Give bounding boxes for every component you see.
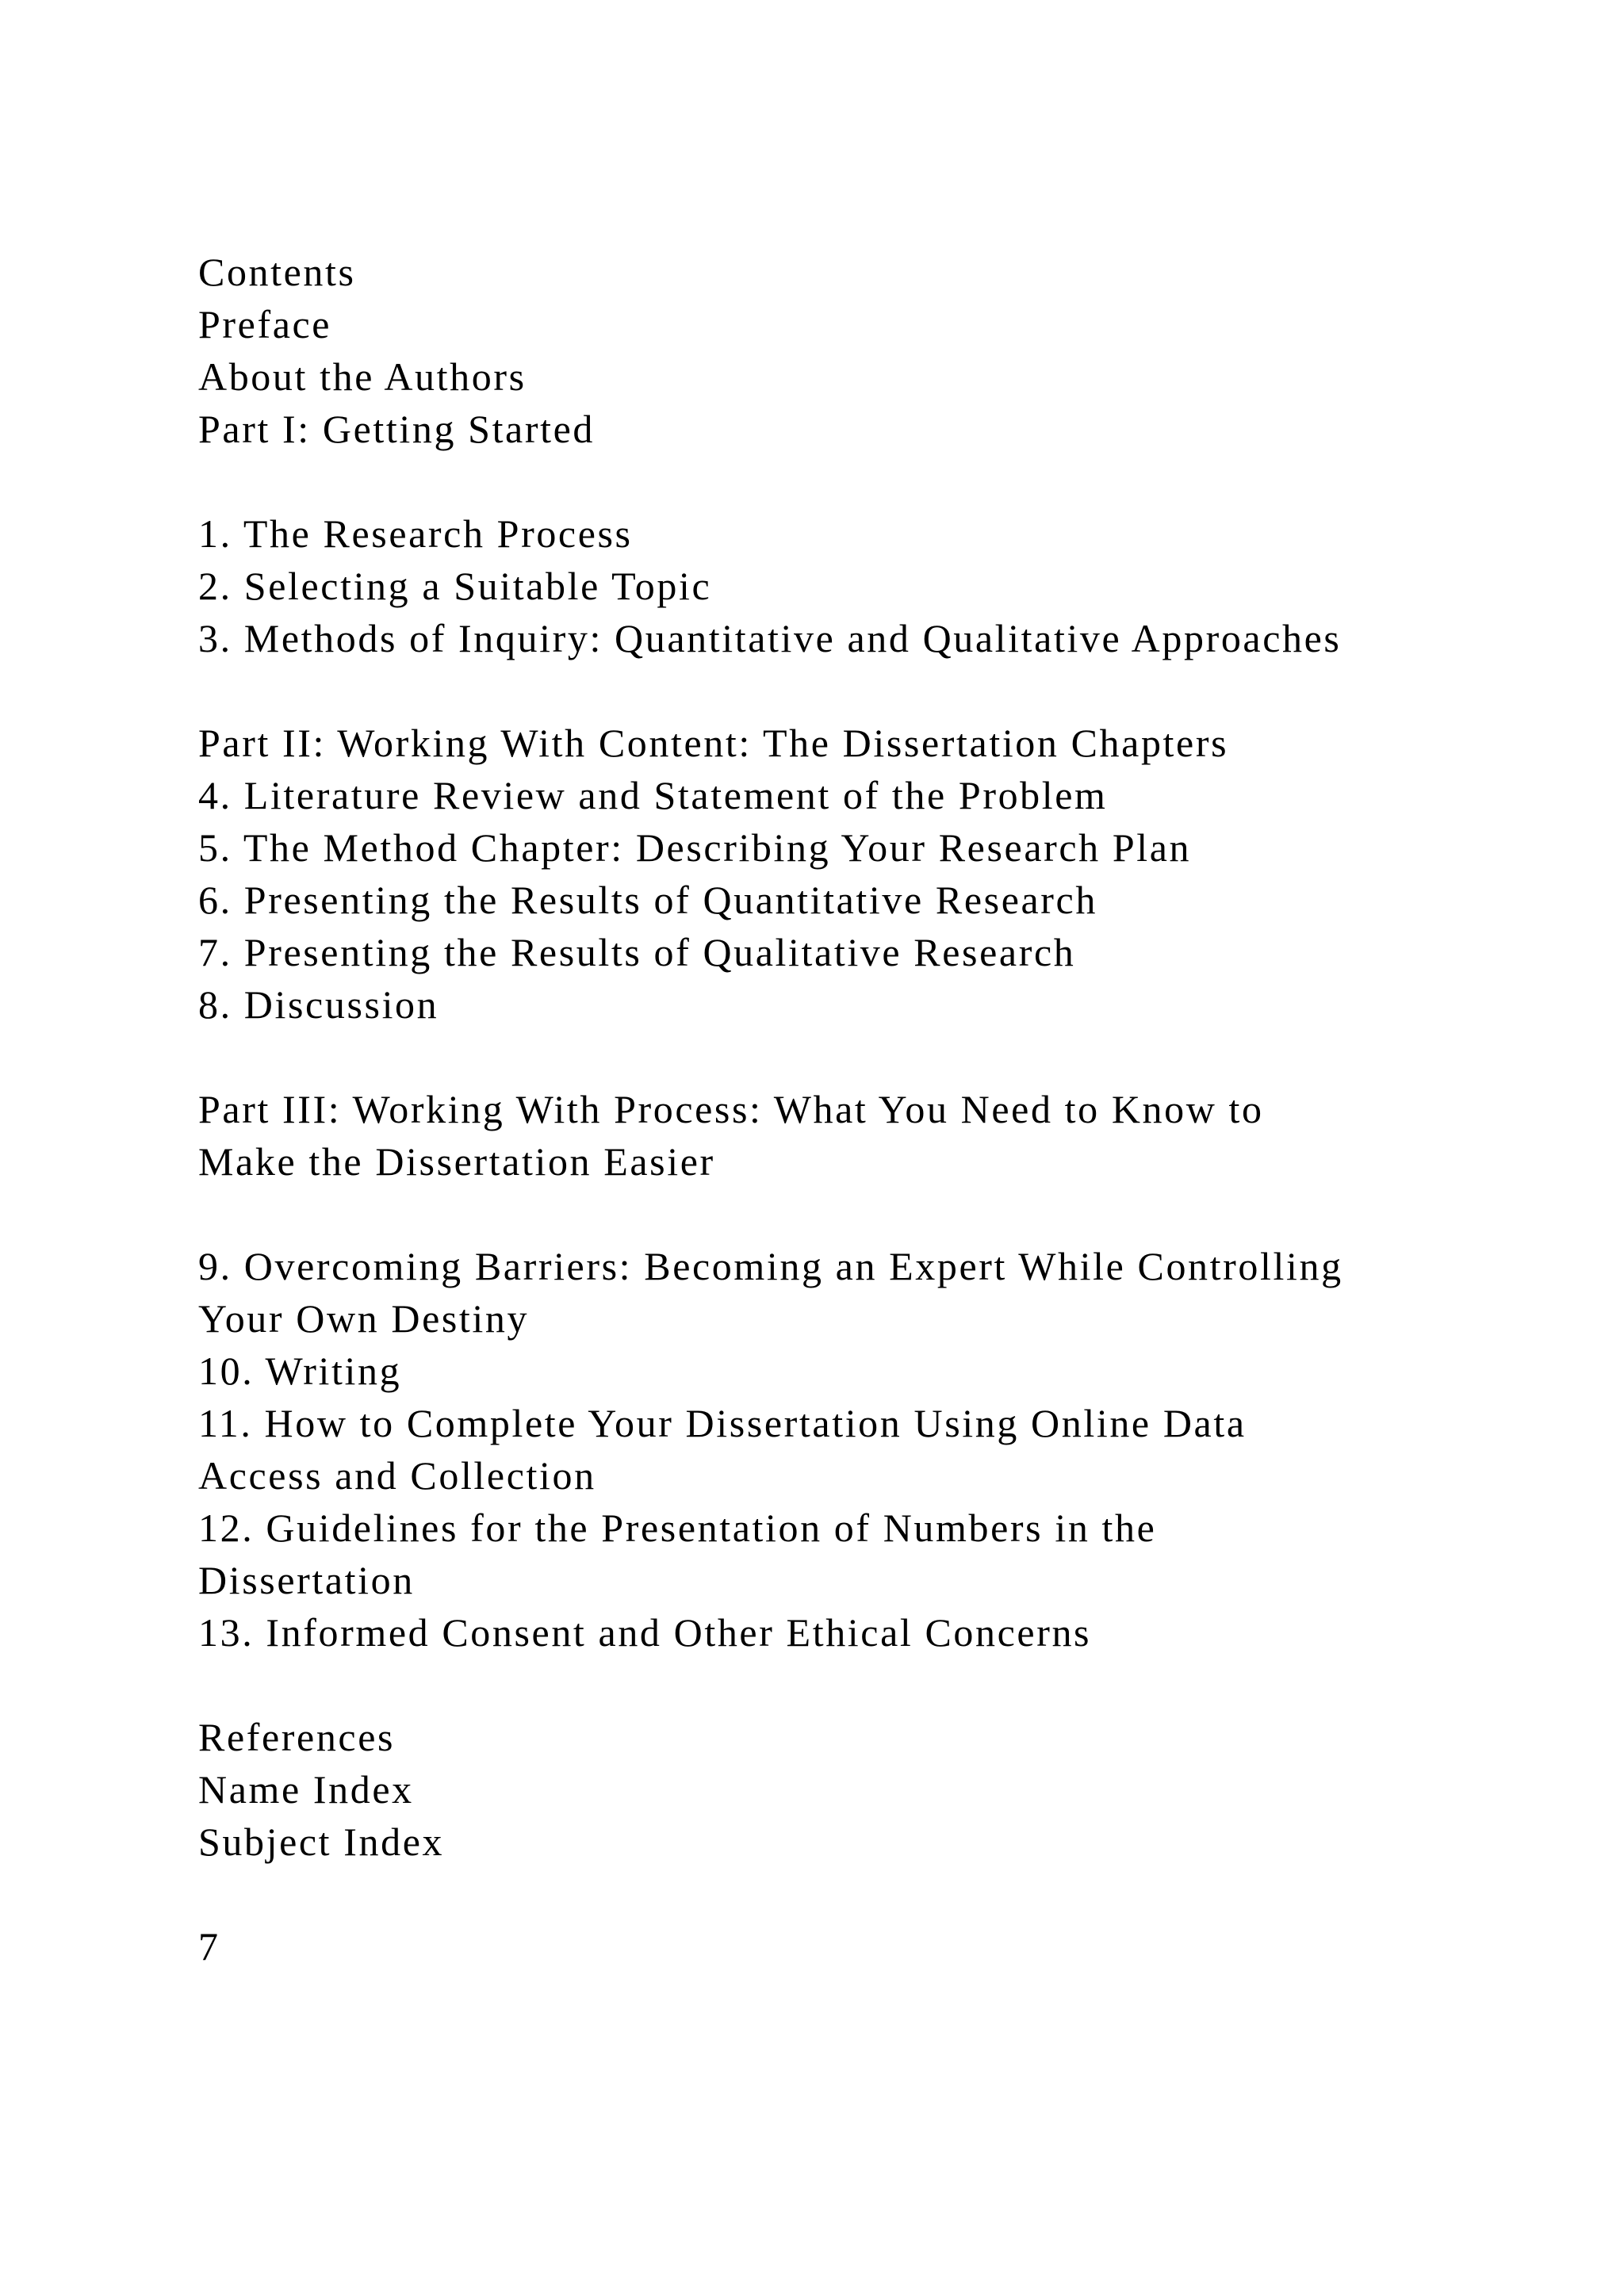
toc-entry-about-authors: About the Authors [198,354,527,399]
toc-part-2-title: Part II: Working With Content: The Dissertation Chapters [198,721,1229,765]
toc-chapter-9-line-2: Your Own Destiny [198,1296,530,1341]
toc-chapter-6: 6. Presenting the Results of Quantitative Research [198,878,1097,922]
toc-part-3-title-line-1: Part III: Working With Process: What You Need to Know to [198,1087,1264,1131]
toc-chapter-4: 4. Literature Review and Statement of the Problem [198,773,1108,817]
toc-chapter-1: 1. The Research Process [198,511,633,556]
toc-entry-preface: Preface [198,302,332,346]
toc-contents-heading: Contents [198,250,356,294]
blank-line [198,1188,1562,1240]
toc-part-3-title-line-2: Make the Dissertation Easier [198,1139,715,1184]
toc-chapter-7: 7. Presenting the Results of Qualitative Research [198,930,1076,974]
toc-part-1-title: Part I: Getting Started [198,407,595,451]
toc-chapter-2: 2. Selecting a Suitable Topic [198,564,712,608]
toc-chapter-5: 5. The Method Chapter: Describing Your Research Plan [198,825,1192,870]
toc-chapter-3: 3. Methods of Inquiry: Quantitative and Qualitative Approaches [198,616,1342,660]
blank-line [198,1659,1562,1711]
toc-chapter-12-line-2: Dissertation [198,1558,415,1602]
toc-entry-name-index: Name Index [198,1767,414,1812]
toc-chapter-13: 13. Informed Consent and Other Ethical Concerns [198,1610,1092,1655]
toc-chapter-8: 8. Discussion [198,982,439,1027]
blank-line [198,1031,1562,1083]
blank-line [198,1868,1562,1920]
blank-line [198,455,1562,507]
toc-chapter-10: 10. Writing [198,1349,402,1393]
toc-chapter-9-line-1: 9. Overcoming Barriers: Becoming an Expert While Controlling [198,1244,1343,1288]
toc-chapter-11-line-1: 11. How to Complete Your Dissertation Using Online Data [198,1401,1247,1445]
toc-entry-references: References [198,1715,396,1759]
toc-chapter-12-line-1: 12. Guidelines for the Presentation of Numbers in the [198,1506,1157,1550]
toc-chapter-11-line-2: Access and Collection [198,1453,596,1498]
page-number: 7 [198,1924,220,1969]
table-of-contents [198,246,1562,1973]
toc-entry-subject-index: Subject Index [198,1820,445,1864]
blank-line [198,664,1562,717]
